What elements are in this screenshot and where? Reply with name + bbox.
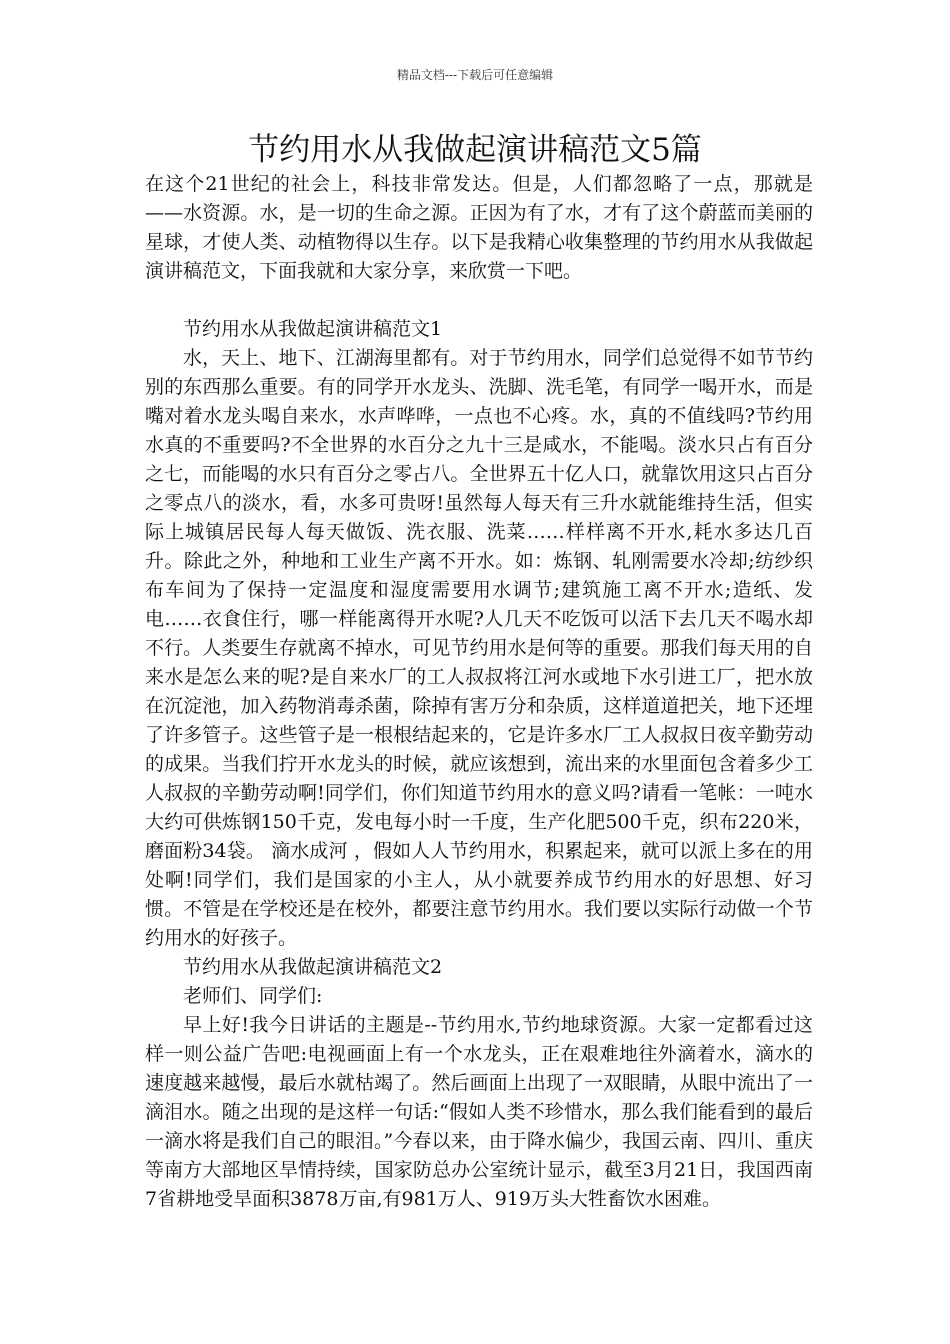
- section-2-heading: 节约用水从我做起演讲稿范文2: [183, 956, 443, 978]
- document-title: 节约用水从我做起演讲稿范文5篇: [248, 132, 702, 168]
- paragraph-gap: [145, 286, 813, 315]
- section-1-body: 水，天上、地下、江湖海里都有。对于节约用水，同学们总觉得不如节节约别的东西那么重要。有的同学开水龙头、洗脚、洗毛笔，有同学一喝开水，而是嘴对着水龙头喝自来水，水声哗哗，一点也不心疼。水，真的不值线吗?节约用水真的不重要吗?不全世界的水百分之九十三是咸水，不能喝。淡水只占有百分之七，而能喝的水只有百分之零占八。全世界五十亿人口，就靠饮用这只占百分之零点八的淡水，看，水多可贵呀!虽然每人每天有三升水就能维持生活，但实际上城镇居民每人每天做饭、洗衣服、洗菜……样样离不开水,耗水多达几百升。除此之外，种地和工业生产离不开水。如：炼钢、轧刚需要水冷却;纺纱织布车间为了保持一定温度和湿度需要用水调节;建筑施工离不开水;造纸、发电……衣食住行，哪一样能离得开水呢?人几天不吃饭可以活下去几天不喝水却不行。人类要生存就离不掉水，可见节约用水是何等的重要。那我们每天用的自来水是怎么来的呢?是自来水厂的工人叔叔将江河水或地下水引进工厂，把水放在沉淀池，加入药物消毒杀菌，除掉有害万分和杂质，这样道道把关，地下还埋了许多管子。这些管子是一根根结起来的，它是许多水厂工人叔叔日夜辛勤劳动的成果。当我们拧开水龙头的时候，就应该想到，流出来的水里面包含着多少工人叔叔的辛勤劳动啊!同学们，你们知道节约用水的意义吗?请看一笔帐：一吨水大约可供炼钢150千克，发电每小时一千度，生产化肥500千克，织布220米，磨面粉34袋。 滴水成河 ，假如人人节约用水，积累起来，就可以派上多在的用处啊!同学们，我们是国家的小主人，从小就要养成节约用水的好思想、好习惯。不管是在学校还是在校外，都要注意节约用水。我们要以实际行动做一个节约用水的好孩子。: [145, 347, 813, 949]
- header-note: 精品文档---下载后可任意编辑: [396, 68, 554, 82]
- intro-paragraph: 在这个21世纪的社会上，科技非常发达。但是，人们都忽略了一点，那就是——水资源。水，是一切的生命之源。正因为有了水，才有了这个蔚蓝而美丽的星球，才使人类、动植物得以生存。以下是我精心收集整理的节约用水从我做起演讲稿范文，下面我就和大家分享，来欣赏一下吧。: [145, 173, 813, 282]
- section-2-body: 早上好!我今日讲话的主题是--节约用水,节约地球资源。大家一定都看过这样一则公益广告吧:电视画面上有一个水龙头，正在艰难地往外滴着水，滴水的速度越来越慢，最后水就枯竭了。然后画面上出现了一双眼睛，从眼中流出了一滴泪水。随之出现的是这样一句话:“假如人类不珍惜水，那么我们能看到的最后一滴水将是我们自己的眼泪。”今春以来，由于降水偏少，我国云南、四川、重庆等南方大部地区旱情持续，国家防总办公室统计显示，截至3月21日，我国西南7省耕地受旱面积3878万亩,有981万人、919万头大牲畜饮水困难。: [145, 1014, 813, 1210]
- section-1-heading: 节约用水从我做起演讲稿范文1: [183, 318, 443, 340]
- document-body: [145, 170, 813, 1214]
- section-2-greeting: 老师们、同学们:: [183, 985, 323, 1007]
